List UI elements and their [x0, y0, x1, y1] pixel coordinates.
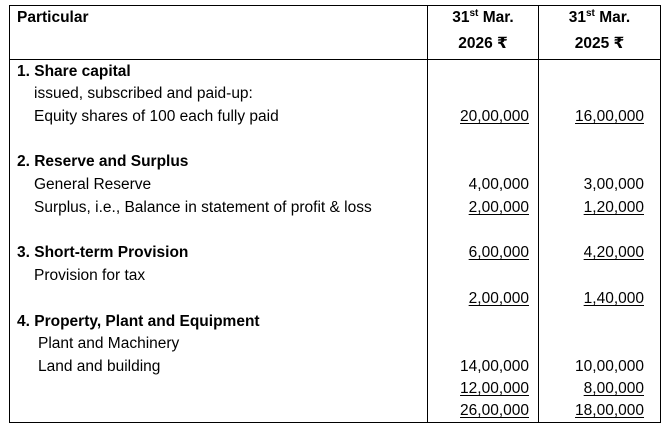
- header-col-2026-date: 31st Mar.: [452, 8, 514, 26]
- provision-tax-label: Provision for tax: [34, 267, 146, 284]
- surplus-2025: 1,20,000: [583, 199, 644, 216]
- share-capital-desc-2: Equity shares of 100 each fully paid: [34, 108, 279, 125]
- section-ppe-title: 4. Property, Plant and Equipment: [17, 313, 260, 330]
- plant-machinery-2026: 14,00,000: [460, 358, 529, 375]
- header-col-2025-year: 2025 ₹: [574, 35, 625, 52]
- provision-tax-2025: 1,40,000: [583, 290, 644, 307]
- land-building-label: Land and building: [38, 358, 161, 375]
- header-col-2025-date: 31st Mar.: [568, 8, 631, 26]
- plant-machinery-2025: 10,00,000: [575, 358, 644, 375]
- provision-tax-2026: 2,00,000: [468, 290, 529, 307]
- share-capital-2026: 20,00,000: [460, 108, 529, 125]
- ppe-total-2026: 26,00,000: [460, 402, 529, 419]
- share-capital-desc-1: issued, subscribed and paid-up:: [34, 85, 253, 102]
- land-building-2025: 8,00,000: [583, 380, 644, 397]
- surplus-2026: 2,00,000: [468, 199, 529, 216]
- section-reserves-title: 2. Reserve and Surplus: [17, 153, 189, 170]
- ppe-total-2025: 18,00,000: [575, 402, 644, 419]
- plant-machinery-label: Plant and Machinery: [38, 335, 180, 352]
- provision-total-2025: 4,20,000: [583, 244, 644, 261]
- column-divider-2: [538, 6, 539, 422]
- balance-sheet-notes-table: [9, 5, 661, 423]
- surplus-label: Surplus, i.e., Balance in statement of profit & loss: [34, 199, 372, 216]
- header-particular: Particular: [17, 9, 89, 26]
- general-reserve-2026: 4,00,000: [468, 176, 529, 193]
- share-capital-2025: 16,00,000: [575, 108, 644, 125]
- column-divider-1: [427, 6, 428, 422]
- header-divider: [10, 59, 660, 60]
- section-share-capital-title: 1. Share capital: [17, 63, 131, 80]
- general-reserve-2025: 3,00,000: [583, 176, 644, 193]
- section-provision-title: 3. Short-term Provision: [17, 244, 189, 261]
- header-col-2026-year: 2026 ₹: [458, 35, 508, 52]
- land-building-2026: 12,00,000: [460, 380, 529, 397]
- provision-total-2026: 6,00,000: [468, 244, 529, 261]
- general-reserve-label: General Reserve: [34, 176, 152, 193]
